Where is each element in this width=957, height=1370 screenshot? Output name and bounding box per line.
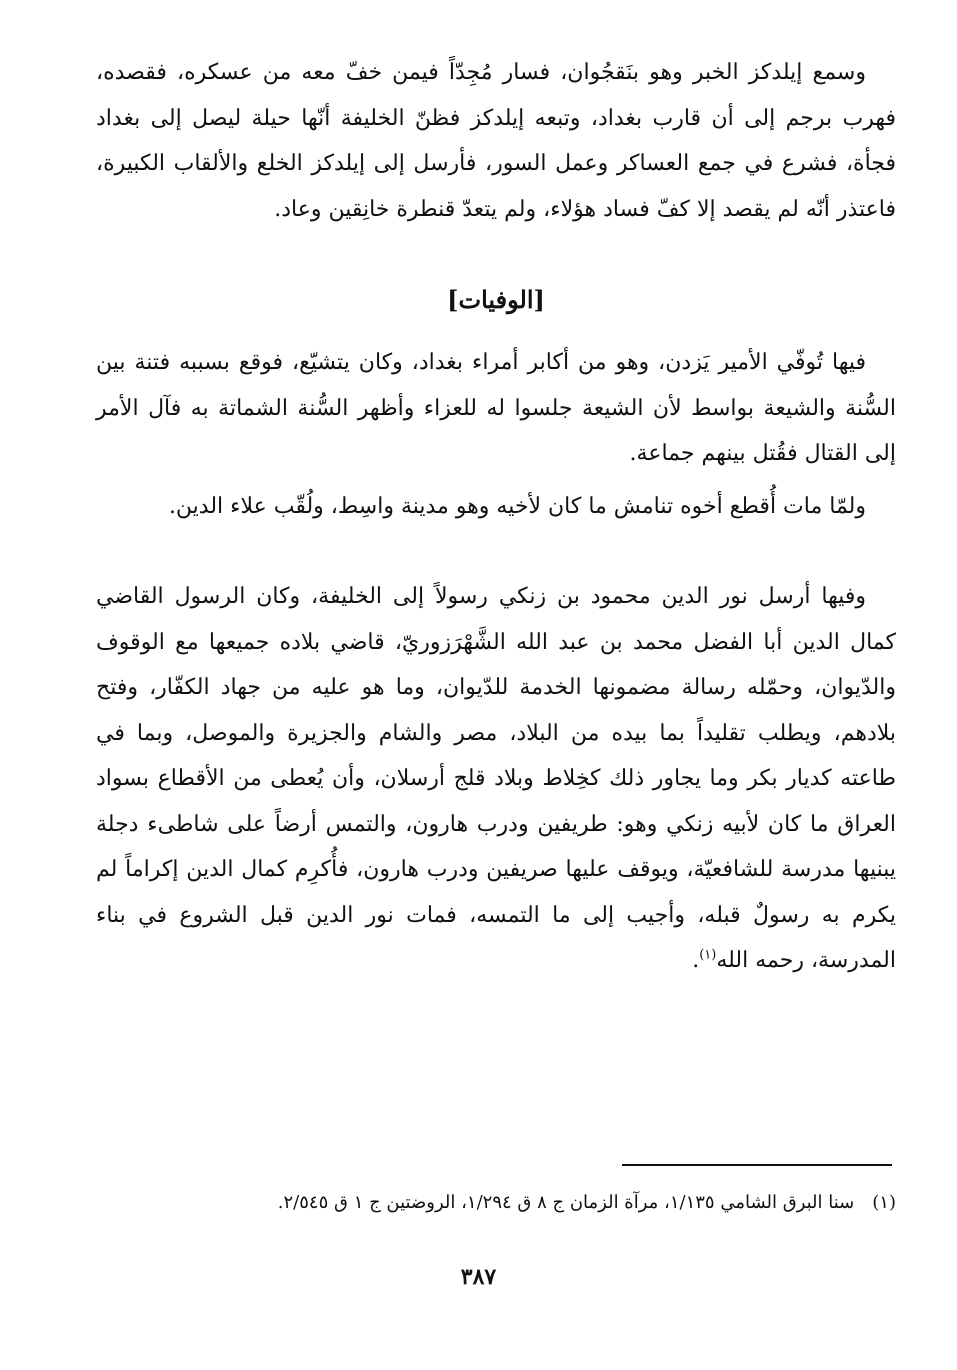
paragraph-yazdan: [96, 340, 896, 477]
page-number: ٣٨٧: [460, 1264, 497, 1290]
paragraph-body: وفيها أرسل نور الدين محمود بن زنكي رسولاً إلى الخليفة، وكان الرسول القاضي كمال الدين أبا الفضل محمد بن عبد الله الشَّهْرَزوريّ، قاضي بلاده جميعها مع الوقوف والدّيوان، وحمّله رسالة مضمونها الخدمة للدّيوان، وما هو عليه من جهاد الكفّار، وفتح بلادهم، ويطلب تقليداً بما بيده من البلاد، مصر والشام والجزيرة والموصل، وبما في طاعته كديار بكر وما يجاور ذلك كخِلاط وبلاد قلج أرسلان، وأن يُعطى من الأقطاع بسواد العراق ما كان لأبيه زنكي وهو: طريفين ودرب هارون، والتمس أرضاً على شاطىء دجلة يبنيها مدرسة للشافعيّة، ويوقف عليها صريفين ودرب هارون، فأُكرِم كمال الدين إكراماً لم يكرم به رسولٌ قبله، وأجيب إلى ما التمسه، فمات نور الدين قبل الشروع في بناء المدرسة، رحمه الله: [96, 584, 897, 973]
footnote-number: (١): [872, 1192, 896, 1213]
paragraph-text: وسمع إيلدكز الخبر وهو بنَقجُوان، فسار مُجِدّاً فيمن خفّ معه من عسكره، فقصده، فهرب برجم إلى أن قارب بغداد، وتبعه إيلدكز فظنّ الخليفة أنّها حيلة ليصل إلى بغداد فجأة، فشرع في جمع العساكر وعمل السور، فأرسل إلى إيلدكز الخلع والألقاب الكبيرة، فاعتذر أنّه لم يقصد إلا كفّ فساد هؤلاء، ولم يتعدّ قنطرة خانِقين وعاد.: [96, 60, 896, 222]
footnote-separator: [622, 1164, 892, 1166]
paragraph-nur-al-din: [96, 574, 896, 984]
section-heading-deaths: [الوفيات]: [447, 285, 545, 314]
paragraph-text: ولمّا مات أُقطع أخوه تنامش ما كان لأخيه وهو مدينة واسِط، ولُقّب علاء الدين.: [168, 494, 866, 519]
paragraph-ildegiz: [96, 50, 896, 232]
paragraph-text: فيها تُوفّي الأمير يَزدن، وهو من أكابر أمراء بغداد، وكان يتشيّع، فوقع بسببه فتنة بين السُّنة والشيعة بواسط لأن الشيعة جلسوا له للعزاء وأظهر السُّنة الشماتة به فآل الأمر إلى القتال فقُتل بينهم جماعة.: [96, 350, 896, 466]
footnote-text: سنا البرق الشامي ١/١٣٥، مرآة الزمان ج ٨ ق ١/٢٩٤، الروضتين ج ١ ق ٢/٥٤٥.: [277, 1192, 855, 1213]
footnote-reference: (١): [699, 947, 717, 963]
paragraph-tanamish: [96, 484, 896, 530]
paragraph-end-mark: .: [692, 948, 700, 973]
paragraph-text: [96, 574, 896, 984]
footnote: [96, 1188, 896, 1218]
